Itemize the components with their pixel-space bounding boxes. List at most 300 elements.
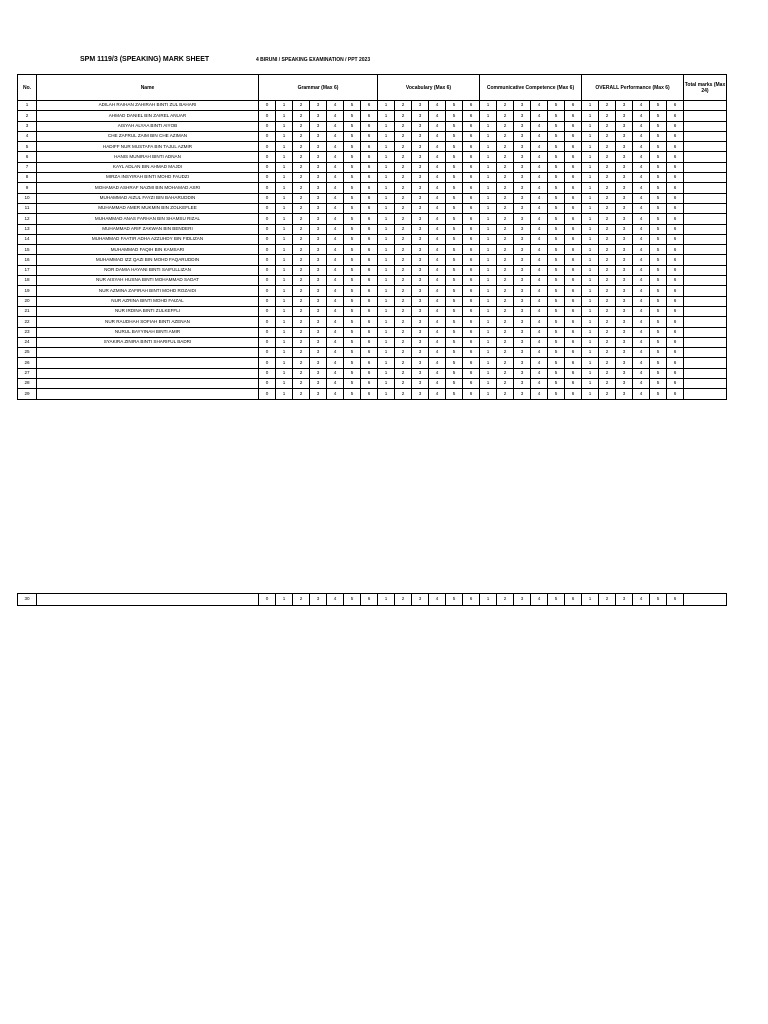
grammar-score-option[interactable]: 1 [276,101,293,111]
communicative-score-option[interactable]: 2 [497,131,514,141]
communicative-score-option[interactable]: 3 [514,379,531,389]
grammar-score-option[interactable]: 2 [293,379,310,389]
communicative-score-option[interactable]: 2 [497,348,514,358]
grammar-score-option[interactable]: 5 [344,348,361,358]
total-marks-cell[interactable] [684,337,727,347]
communicative-score-option[interactable]: 6 [565,368,582,378]
vocabulary-score-option[interactable]: 5 [446,327,463,337]
grammar-score-option[interactable]: 3 [310,358,327,368]
communicative-score-option[interactable]: 4 [531,152,548,162]
overall-score-option[interactable]: 5 [650,131,667,141]
grammar-score-option[interactable]: 2 [293,327,310,337]
grammar-score-option[interactable]: 2 [293,358,310,368]
grammar-score-option[interactable]: 2 [293,245,310,255]
communicative-score-option[interactable]: 4 [531,203,548,213]
overall-score-option[interactable]: 2 [599,162,616,172]
grammar-score-option[interactable]: 6 [361,183,378,193]
grammar-score-option[interactable]: 3 [310,368,327,378]
vocabulary-score-option[interactable]: 5 [446,183,463,193]
grammar-score-option[interactable]: 4 [327,306,344,316]
grammar-score-option[interactable]: 1 [276,379,293,389]
overall-score-option[interactable]: 4 [633,379,650,389]
overall-score-option[interactable]: 4 [633,317,650,327]
communicative-score-option[interactable]: 2 [497,245,514,255]
overall-score-option[interactable]: 3 [616,255,633,265]
grammar-score-option[interactable]: 1 [276,306,293,316]
overall-score-option[interactable]: 5 [650,255,667,265]
overall-score-option[interactable]: 2 [599,173,616,183]
overall-score-option[interactable]: 1 [582,245,599,255]
vocabulary-score-option[interactable]: 3 [412,245,429,255]
vocabulary-score-option[interactable]: 3 [412,224,429,234]
grammar-score-option[interactable]: 3 [310,193,327,203]
communicative-score-option[interactable]: 2 [497,276,514,286]
grammar-score-option[interactable]: 2 [293,265,310,275]
total-marks-cell[interactable] [684,173,727,183]
communicative-score-option[interactable]: 1 [480,265,497,275]
grammar-score-option[interactable]: 6 [361,131,378,141]
overall-score-option[interactable]: 4 [633,348,650,358]
grammar-score-option[interactable]: 3 [310,142,327,152]
vocabulary-score-option[interactable]: 1 [378,214,395,224]
communicative-score-option[interactable]: 6 [565,162,582,172]
communicative-score-option[interactable]: 2 [497,162,514,172]
communicative-score-option[interactable]: 1 [480,255,497,265]
communicative-score-option[interactable]: 4 [531,265,548,275]
grammar-score-option[interactable]: 5 [344,234,361,244]
vocabulary-score-option[interactable]: 1 [378,101,395,111]
total-marks-cell[interactable] [684,327,727,337]
grammar-score-option[interactable]: 0 [259,245,276,255]
communicative-score-option[interactable]: 2 [497,152,514,162]
vocabulary-score-option[interactable]: 4 [429,111,446,121]
grammar-score-option[interactable]: 5 [344,183,361,193]
overall-score-option[interactable]: 2 [599,245,616,255]
grammar-score-option[interactable]: 6 [361,379,378,389]
communicative-score-option[interactable]: 1 [480,368,497,378]
grammar-score-option[interactable]: 0 [259,183,276,193]
grammar-score-option[interactable]: 0 [259,594,276,606]
communicative-score-option[interactable]: 3 [514,162,531,172]
communicative-score-option[interactable]: 4 [531,594,548,606]
vocabulary-score-option[interactable]: 2 [395,276,412,286]
grammar-score-option[interactable]: 1 [276,389,293,399]
grammar-score-option[interactable]: 2 [293,111,310,121]
overall-score-option[interactable]: 1 [582,594,599,606]
communicative-score-option[interactable]: 6 [565,173,582,183]
student-name[interactable]: SYAKIRA ZINIRA BINTI SHARIFUL BADRI [37,337,259,347]
vocabulary-score-option[interactable]: 6 [463,203,480,213]
vocabulary-score-option[interactable]: 6 [463,183,480,193]
overall-score-option[interactable]: 3 [616,203,633,213]
overall-score-option[interactable]: 5 [650,296,667,306]
total-marks-cell[interactable] [684,276,727,286]
communicative-score-option[interactable]: 4 [531,121,548,131]
communicative-score-option[interactable]: 5 [548,234,565,244]
overall-score-option[interactable]: 2 [599,203,616,213]
grammar-score-option[interactable]: 6 [361,296,378,306]
communicative-score-option[interactable]: 2 [497,111,514,121]
vocabulary-score-option[interactable]: 2 [395,111,412,121]
overall-score-option[interactable]: 3 [616,173,633,183]
grammar-score-option[interactable]: 1 [276,368,293,378]
grammar-score-option[interactable]: 2 [293,306,310,316]
communicative-score-option[interactable]: 6 [565,296,582,306]
communicative-score-option[interactable]: 5 [548,306,565,316]
vocabulary-score-option[interactable]: 4 [429,296,446,306]
vocabulary-score-option[interactable]: 2 [395,234,412,244]
communicative-score-option[interactable]: 4 [531,255,548,265]
communicative-score-option[interactable]: 5 [548,265,565,275]
vocabulary-score-option[interactable]: 4 [429,183,446,193]
communicative-score-option[interactable]: 4 [531,101,548,111]
grammar-score-option[interactable]: 4 [327,368,344,378]
overall-score-option[interactable]: 1 [582,265,599,275]
vocabulary-score-option[interactable]: 2 [395,214,412,224]
vocabulary-score-option[interactable]: 4 [429,327,446,337]
communicative-score-option[interactable]: 1 [480,173,497,183]
overall-score-option[interactable]: 2 [599,224,616,234]
communicative-score-option[interactable]: 1 [480,121,497,131]
grammar-score-option[interactable]: 5 [344,224,361,234]
communicative-score-option[interactable]: 6 [565,306,582,316]
vocabulary-score-option[interactable]: 5 [446,203,463,213]
communicative-score-option[interactable]: 2 [497,173,514,183]
grammar-score-option[interactable]: 4 [327,358,344,368]
vocabulary-score-option[interactable]: 3 [412,358,429,368]
communicative-score-option[interactable]: 1 [480,594,497,606]
grammar-score-option[interactable]: 4 [327,193,344,203]
grammar-score-option[interactable]: 4 [327,183,344,193]
communicative-score-option[interactable]: 3 [514,234,531,244]
communicative-score-option[interactable]: 1 [480,111,497,121]
communicative-score-option[interactable]: 6 [565,111,582,121]
total-marks-cell[interactable] [684,379,727,389]
total-marks-cell[interactable] [684,101,727,111]
communicative-score-option[interactable]: 2 [497,234,514,244]
communicative-score-option[interactable]: 5 [548,193,565,203]
vocabulary-score-option[interactable]: 4 [429,379,446,389]
communicative-score-option[interactable]: 6 [565,131,582,141]
grammar-score-option[interactable]: 1 [276,337,293,347]
vocabulary-score-option[interactable]: 2 [395,101,412,111]
vocabulary-score-option[interactable]: 6 [463,358,480,368]
overall-score-option[interactable]: 2 [599,594,616,606]
grammar-score-option[interactable]: 4 [327,162,344,172]
vocabulary-score-option[interactable]: 5 [446,234,463,244]
overall-score-option[interactable]: 6 [667,173,684,183]
vocabulary-score-option[interactable]: 4 [429,121,446,131]
communicative-score-option[interactable]: 1 [480,276,497,286]
vocabulary-score-option[interactable]: 2 [395,286,412,296]
grammar-score-option[interactable]: 5 [344,379,361,389]
communicative-score-option[interactable]: 2 [497,358,514,368]
total-marks-cell[interactable] [684,111,727,121]
vocabulary-score-option[interactable]: 3 [412,101,429,111]
vocabulary-score-option[interactable]: 4 [429,276,446,286]
overall-score-option[interactable]: 5 [650,162,667,172]
grammar-score-option[interactable]: 5 [344,203,361,213]
vocabulary-score-option[interactable]: 2 [395,131,412,141]
overall-score-option[interactable]: 6 [667,214,684,224]
vocabulary-score-option[interactable]: 5 [446,317,463,327]
communicative-score-option[interactable]: 1 [480,234,497,244]
grammar-score-option[interactable]: 3 [310,306,327,316]
grammar-score-option[interactable]: 0 [259,162,276,172]
vocabulary-score-option[interactable]: 1 [378,131,395,141]
communicative-score-option[interactable]: 2 [497,327,514,337]
grammar-score-option[interactable]: 1 [276,162,293,172]
vocabulary-score-option[interactable]: 4 [429,152,446,162]
communicative-score-option[interactable]: 5 [548,368,565,378]
overall-score-option[interactable]: 1 [582,379,599,389]
overall-score-option[interactable]: 2 [599,327,616,337]
communicative-score-option[interactable]: 5 [548,152,565,162]
grammar-score-option[interactable]: 1 [276,121,293,131]
overall-score-option[interactable]: 3 [616,337,633,347]
grammar-score-option[interactable]: 1 [276,265,293,275]
overall-score-option[interactable]: 1 [582,224,599,234]
overall-score-option[interactable]: 1 [582,368,599,378]
communicative-score-option[interactable]: 4 [531,214,548,224]
vocabulary-score-option[interactable]: 5 [446,348,463,358]
vocabulary-score-option[interactable]: 6 [463,101,480,111]
grammar-score-option[interactable]: 4 [327,101,344,111]
overall-score-option[interactable]: 3 [616,317,633,327]
grammar-score-option[interactable]: 6 [361,327,378,337]
total-marks-cell[interactable] [684,193,727,203]
overall-score-option[interactable]: 4 [633,214,650,224]
overall-score-option[interactable]: 1 [582,131,599,141]
overall-score-option[interactable]: 5 [650,173,667,183]
communicative-score-option[interactable]: 4 [531,358,548,368]
overall-score-option[interactable]: 5 [650,152,667,162]
vocabulary-score-option[interactable]: 2 [395,594,412,606]
overall-score-option[interactable]: 5 [650,203,667,213]
vocabulary-score-option[interactable]: 1 [378,234,395,244]
vocabulary-score-option[interactable]: 5 [446,276,463,286]
overall-score-option[interactable]: 5 [650,111,667,121]
student-name[interactable]: HADIFF NUR MUSTAFA BIN TAJUL AZMIR [37,142,259,152]
vocabulary-score-option[interactable]: 2 [395,245,412,255]
grammar-score-option[interactable]: 5 [344,121,361,131]
communicative-score-option[interactable]: 5 [548,327,565,337]
grammar-score-option[interactable]: 1 [276,358,293,368]
vocabulary-score-option[interactable]: 3 [412,234,429,244]
total-marks-cell[interactable] [684,234,727,244]
overall-score-option[interactable]: 4 [633,594,650,606]
overall-score-option[interactable]: 1 [582,234,599,244]
overall-score-option[interactable]: 2 [599,131,616,141]
communicative-score-option[interactable]: 5 [548,131,565,141]
vocabulary-score-option[interactable]: 2 [395,306,412,316]
student-name[interactable]: ADILAH RAIHAN ZAHIRAH BINTI ZUL BAHARI [37,101,259,111]
student-name[interactable]: NURUL BAYYINAH BINTI AMIR [37,327,259,337]
vocabulary-score-option[interactable]: 3 [412,193,429,203]
grammar-score-option[interactable]: 0 [259,389,276,399]
vocabulary-score-option[interactable]: 2 [395,173,412,183]
overall-score-option[interactable]: 1 [582,348,599,358]
vocabulary-score-option[interactable]: 2 [395,152,412,162]
vocabulary-score-option[interactable]: 3 [412,286,429,296]
grammar-score-option[interactable]: 0 [259,348,276,358]
grammar-score-option[interactable]: 4 [327,327,344,337]
vocabulary-score-option[interactable]: 4 [429,255,446,265]
communicative-score-option[interactable]: 5 [548,594,565,606]
grammar-score-option[interactable]: 5 [344,173,361,183]
vocabulary-score-option[interactable]: 3 [412,173,429,183]
vocabulary-score-option[interactable]: 1 [378,121,395,131]
overall-score-option[interactable]: 4 [633,255,650,265]
communicative-score-option[interactable]: 3 [514,389,531,399]
communicative-score-option[interactable]: 2 [497,142,514,152]
communicative-score-option[interactable]: 6 [565,245,582,255]
communicative-score-option[interactable]: 6 [565,214,582,224]
overall-score-option[interactable]: 6 [667,358,684,368]
vocabulary-score-option[interactable]: 4 [429,224,446,234]
overall-score-option[interactable]: 6 [667,193,684,203]
communicative-score-option[interactable]: 5 [548,203,565,213]
vocabulary-score-option[interactable]: 4 [429,337,446,347]
total-marks-cell[interactable] [684,224,727,234]
grammar-score-option[interactable]: 2 [293,173,310,183]
communicative-score-option[interactable]: 6 [565,183,582,193]
vocabulary-score-option[interactable]: 6 [463,142,480,152]
grammar-score-option[interactable]: 0 [259,121,276,131]
vocabulary-score-option[interactable]: 2 [395,255,412,265]
student-name[interactable]: MUHAMMAD FAQIH BIN KAMSARI [37,245,259,255]
student-name[interactable]: AISYAH ALYAA BINTI AIYOB [37,121,259,131]
grammar-score-option[interactable]: 5 [344,214,361,224]
grammar-score-option[interactable]: 6 [361,317,378,327]
communicative-score-option[interactable]: 3 [514,183,531,193]
communicative-score-option[interactable]: 4 [531,368,548,378]
total-marks-cell[interactable] [684,214,727,224]
overall-score-option[interactable]: 3 [616,234,633,244]
grammar-score-option[interactable]: 2 [293,162,310,172]
communicative-score-option[interactable]: 6 [565,594,582,606]
communicative-score-option[interactable]: 3 [514,265,531,275]
vocabulary-score-option[interactable]: 4 [429,203,446,213]
grammar-score-option[interactable]: 6 [361,389,378,399]
grammar-score-option[interactable]: 0 [259,327,276,337]
overall-score-option[interactable]: 4 [633,173,650,183]
overall-score-option[interactable]: 1 [582,152,599,162]
communicative-score-option[interactable]: 1 [480,286,497,296]
grammar-score-option[interactable]: 4 [327,224,344,234]
communicative-score-option[interactable]: 3 [514,173,531,183]
vocabulary-score-option[interactable]: 6 [463,296,480,306]
vocabulary-score-option[interactable]: 4 [429,245,446,255]
overall-score-option[interactable]: 2 [599,306,616,316]
communicative-score-option[interactable]: 4 [531,337,548,347]
student-name[interactable]: NUR AZRINA BINTI MOHD FAIZAL [37,296,259,306]
overall-score-option[interactable]: 5 [650,306,667,316]
overall-score-option[interactable]: 1 [582,183,599,193]
overall-score-option[interactable]: 1 [582,121,599,131]
vocabulary-score-option[interactable]: 1 [378,183,395,193]
vocabulary-score-option[interactable]: 1 [378,203,395,213]
vocabulary-score-option[interactable]: 1 [378,173,395,183]
communicative-score-option[interactable]: 3 [514,131,531,141]
grammar-score-option[interactable]: 6 [361,337,378,347]
grammar-score-option[interactable]: 3 [310,317,327,327]
overall-score-option[interactable]: 5 [650,379,667,389]
overall-score-option[interactable]: 4 [633,296,650,306]
vocabulary-score-option[interactable]: 3 [412,183,429,193]
overall-score-option[interactable]: 2 [599,234,616,244]
overall-score-option[interactable]: 5 [650,234,667,244]
vocabulary-score-option[interactable]: 3 [412,389,429,399]
grammar-score-option[interactable]: 2 [293,101,310,111]
grammar-score-option[interactable]: 4 [327,111,344,121]
vocabulary-score-option[interactable]: 5 [446,389,463,399]
overall-score-option[interactable]: 3 [616,111,633,121]
grammar-score-option[interactable]: 6 [361,358,378,368]
grammar-score-option[interactable]: 1 [276,276,293,286]
vocabulary-score-option[interactable]: 6 [463,131,480,141]
grammar-score-option[interactable]: 1 [276,317,293,327]
grammar-score-option[interactable]: 2 [293,317,310,327]
communicative-score-option[interactable]: 2 [497,286,514,296]
vocabulary-score-option[interactable]: 2 [395,193,412,203]
vocabulary-score-option[interactable]: 6 [463,111,480,121]
vocabulary-score-option[interactable]: 3 [412,594,429,606]
grammar-score-option[interactable]: 0 [259,203,276,213]
communicative-score-option[interactable]: 6 [565,121,582,131]
vocabulary-score-option[interactable]: 4 [429,594,446,606]
grammar-score-option[interactable]: 0 [259,101,276,111]
vocabulary-score-option[interactable]: 6 [463,389,480,399]
communicative-score-option[interactable]: 6 [565,255,582,265]
communicative-score-option[interactable]: 3 [514,142,531,152]
grammar-score-option[interactable]: 3 [310,173,327,183]
communicative-score-option[interactable]: 6 [565,142,582,152]
communicative-score-option[interactable]: 4 [531,306,548,316]
communicative-score-option[interactable]: 3 [514,224,531,234]
grammar-score-option[interactable]: 0 [259,337,276,347]
vocabulary-score-option[interactable]: 4 [429,368,446,378]
grammar-score-option[interactable]: 6 [361,101,378,111]
overall-score-option[interactable]: 2 [599,101,616,111]
communicative-score-option[interactable]: 4 [531,286,548,296]
grammar-score-option[interactable]: 5 [344,358,361,368]
grammar-score-option[interactable]: 3 [310,276,327,286]
student-name[interactable] [37,594,259,606]
communicative-score-option[interactable]: 5 [548,173,565,183]
vocabulary-score-option[interactable]: 1 [378,265,395,275]
grammar-score-option[interactable]: 3 [310,152,327,162]
vocabulary-score-option[interactable]: 5 [446,173,463,183]
grammar-score-option[interactable]: 0 [259,368,276,378]
total-marks-cell[interactable] [684,286,727,296]
communicative-score-option[interactable]: 3 [514,276,531,286]
vocabulary-score-option[interactable]: 4 [429,101,446,111]
overall-score-option[interactable]: 3 [616,368,633,378]
vocabulary-score-option[interactable]: 6 [463,337,480,347]
grammar-score-option[interactable]: 1 [276,348,293,358]
total-marks-cell[interactable] [684,131,727,141]
communicative-score-option[interactable]: 5 [548,389,565,399]
grammar-score-option[interactable]: 0 [259,214,276,224]
grammar-score-option[interactable]: 4 [327,214,344,224]
communicative-score-option[interactable]: 2 [497,203,514,213]
grammar-score-option[interactable]: 5 [344,296,361,306]
vocabulary-score-option[interactable]: 3 [412,121,429,131]
vocabulary-score-option[interactable]: 1 [378,193,395,203]
grammar-score-option[interactable]: 5 [344,265,361,275]
overall-score-option[interactable]: 4 [633,368,650,378]
